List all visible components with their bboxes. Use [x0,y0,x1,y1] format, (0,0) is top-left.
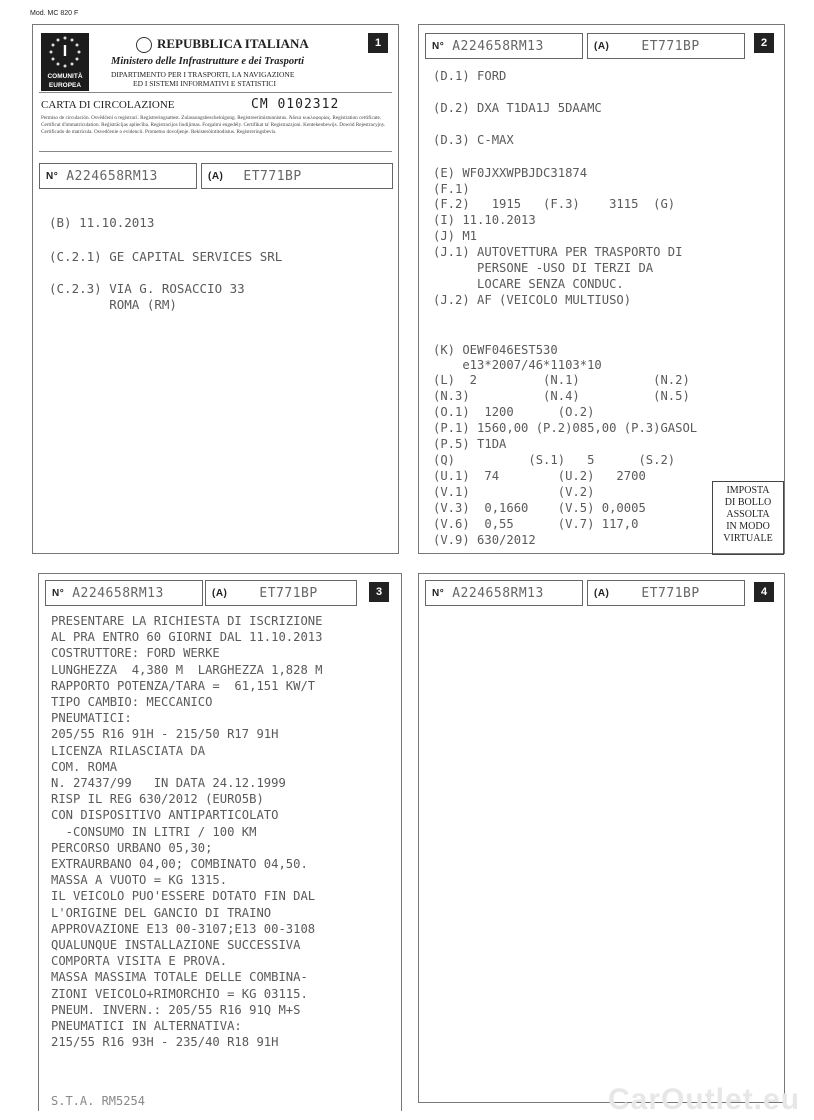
page-badge-1: 1 [368,33,388,53]
header-divider [39,92,392,93]
n-label: N° [432,40,445,52]
panel-1 [32,24,399,554]
plate-number: ET771BP [641,38,700,54]
n-label: N° [52,587,65,599]
field-line: (N.3) (N.4) (N.5) [433,389,690,403]
panel-2 [418,24,785,554]
tax-line: VIRTUALE [723,533,773,544]
field-line: (F.2) 1915 (F.3) 3115 (G) [433,197,676,211]
field-line: (J) M1 [433,229,478,243]
field-line: (I) 11.10.2013 [433,213,536,227]
field-line: (J.1) AUTOVETTURA PER TRASPORTO DI [433,245,683,259]
field-line: TIPO CAMBIO: MECCANICO [51,695,213,709]
republic-emblem-icon [136,37,152,53]
plate-number: ET771BP [641,585,700,601]
field-line: (D.3) C-MAX [433,133,514,147]
field-line: N. 27437/99 IN DATA 24.12.1999 [51,776,286,790]
header-divider-2 [39,151,392,152]
field-line: (B) 11.10.2013 [49,215,155,230]
department-line-2: ED I SISTEMI INFORMATIVI E STATISTICI [133,79,276,88]
field-line: COM. ROMA [51,759,118,774]
a-label: (A) [594,587,610,599]
registration-number: A224658RM13 [452,585,544,601]
registration-number-box [39,163,197,189]
field-line: LOCARE SENZA CONDUC. [433,277,624,291]
plate-number: ET771BP [259,585,318,601]
form-code: Mod. MC 820 F [30,10,79,17]
field-line: PNEUMATICI: [51,711,132,726]
field-line: L'ORIGINE DEL GANCIO DI TRAINO [51,905,272,920]
field-line: (K) OEWF046EST530 [433,343,558,357]
registration-number-box [45,580,203,606]
field-line: (V.6) 0,55 (V.7) 117,0 [433,517,639,531]
field-line: (V.9) 630/2012 [433,533,536,547]
field-line: RAPPORTO POTENZA/TARA = 61,151 KW/T [51,678,316,693]
field-line: ROMA (RM) [49,297,177,312]
country-code: I [62,43,68,60]
field-line: (J.2) AF (VEICOLO MULTIUSO) [433,293,632,307]
panel3-footer: S.T.A. RM5254 [51,1094,145,1108]
registration-number: A224658RM13 [452,38,544,54]
field-line: (L) 2 (N.1) (N.2) [433,373,690,387]
eu-label-1: COMUNITÀ [47,73,83,80]
field-line: ZIONI VEICOLO+RIMORCHIO = KG 03115. [51,986,308,1001]
multilingual-title: Permiso de circulación. Osvědčení o registraci. Registreringsattest. Zulassungsbescheinigung. Registreerimistunnistus. Άδεια κυκλοφορίας. Registration certificate. Certificat d'immatriculation. Reģistrācijas apliecība. Registracijos liudijimas. Forgalmi engedély. Certifikat ta' Registrazzjoni. Kentekenbewijs. Dowód Rejestracyjny. Certificado de matrícula. Osvedčenie o evidencii. Prometno dovoljenje. Rekisteröintitodistus. Registreringsbevis. [41,115,386,135]
tax-line: ASSOLTA [726,509,770,520]
field-line: PRESENTARE LA RICHIESTA DI ISCRIZIONE [51,614,323,628]
field-line: (D.1) FORD [433,69,507,83]
eu-label-2: EUROPEA [48,82,82,89]
a-label: (A) [212,587,228,599]
field-line: QUALUNQUE INSTALLAZIONE SUCCESSIVA [51,938,301,952]
field-line: PNEUM. INVERN.: 205/55 R16 91Q M+S [51,1002,301,1017]
field-line: (U.1) 74 (U.2) 2700 [433,469,646,483]
registration-number: A224658RM13 [66,168,158,184]
field-line: MASSA A VUOTO = KG 1315. [51,873,228,888]
field-line: (D.2) DXA T1DA1J 5DAAMC [433,101,602,115]
document-number: CM 0102312 [251,97,340,112]
field-line: (V.1) (V.2) [433,485,595,499]
field-line: AL PRA ENTRO 60 GIORNI DAL 11.10.2013 [51,630,323,645]
department-line-1: DIPARTIMENTO PER I TRASPORTI, LA NAVIGAZIONE [111,70,295,79]
eu-flag [41,33,89,91]
field-line: MASSA MASSIMA TOTALE DELLE COMBINA- [51,970,308,985]
tax-stamp-box [712,481,784,555]
panel-3 [38,573,402,1111]
n-label: N° [432,587,445,599]
field-line: LUNGHEZZA 4,380 M LARGHEZZA 1,828 M [51,662,323,677]
field-line: RISP IL REG 630/2012 (EURO5B) [51,792,264,807]
field-line: (P.5) T1DA [433,437,507,451]
page-badge-4: 4 [754,582,774,602]
plate-number: ET771BP [243,168,302,184]
republic-title: REPUBBLICA ITALIANA [157,36,309,51]
plate-box [201,163,393,189]
field-line: APPROVAZIONE E13 00-3107;E13 00-3108 [51,921,316,936]
document-title: CARTA DI CIRCOLAZIONE [41,99,175,111]
field-line: EXTRAURBANO 04,00; COMBINATO 04,50. [51,857,308,871]
field-line: LICENZA RILASCIATA DA [51,743,206,758]
field-line: CON DISPOSITIVO ANTIPARTICOLATO [51,808,279,823]
registration-number-box [425,33,583,59]
tax-line: DI BOLLO [724,497,772,508]
field-line: PNEUMATICI IN ALTERNATIVA: [51,1019,242,1033]
field-line: 215/55 R16 93H - 235/40 R18 91H [51,1035,279,1050]
page-badge-3: 3 [369,582,389,602]
plate-box [205,580,357,606]
tax-line: IMPOSTA [726,485,770,496]
plate-box [587,33,745,59]
panel-4 [418,573,785,1103]
a-label: (A) [594,40,610,52]
field-line: PERCORSO URBANO 05,30; [51,840,213,855]
field-line: (E) WF0JXXWPBJDC31874 [433,166,588,180]
field-line: -CONSUMO IN LITRI / 100 KM [51,824,257,839]
field-line: (C.2.3) VIA G. ROSACCIO 33 [49,281,245,296]
field-line: COSTRUTTORE: FORD WERKE [51,646,220,661]
field-line: (F.1) [433,182,470,196]
registration-number-box [425,580,583,606]
field-line: (O.1) 1200 (O.2) [433,405,595,419]
field-line: (Q) (S.1) 5 (S.2) [433,453,676,467]
a-label: (A) [208,170,224,182]
field-line: IL VEICOLO PUO'ESSERE DOTATO FIN DAL [51,889,316,904]
field-line: (C.2.1) GE CAPITAL SERVICES SRL [49,249,283,264]
field-line: PERSONE -USO DI TERZI DA [433,261,654,275]
field-line: 205/55 R16 91H - 215/50 R17 91H [51,727,279,742]
watermark: CarOutlet.eu [608,1083,801,1116]
plate-box [587,580,745,606]
field-line: COMPORTA VISITA E PROVA. [51,954,228,969]
tax-line: IN MODO [726,521,770,532]
ministry-title: Ministero delle Infrastrutture e dei Trasporti [111,56,305,67]
page-badge-2: 2 [754,33,774,53]
field-line: e13*2007/46*1103*10 [433,358,602,372]
n-label: N° [46,170,59,182]
field-line: (P.1) 1560,00 (P.2)085,00 (P.3)GASOL [433,421,698,435]
registration-number: A224658RM13 [72,585,164,601]
field-line: (V.3) 0,1660 (V.5) 0,0005 [433,501,646,515]
